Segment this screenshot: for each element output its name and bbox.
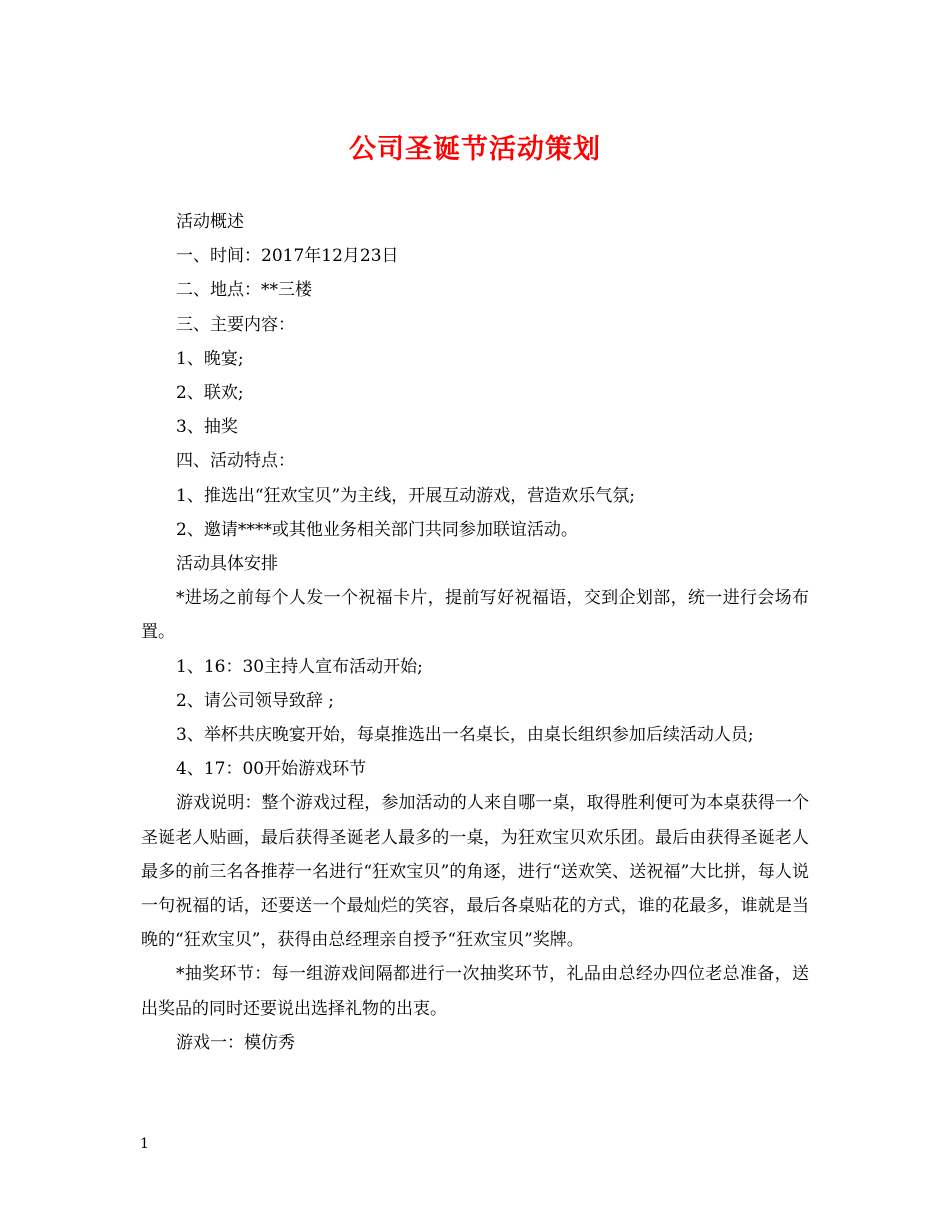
list-item-feature-2: 2、邀请****或其他业务相关部门共同参加联谊活动。 — [176, 519, 578, 540]
paragraph-main-content-heading: 三、主要内容： — [176, 314, 295, 335]
list-item-schedule-2: 2、请公司领导致辞 ; — [176, 690, 334, 711]
paragraph-features-heading: 四、活动特点： — [176, 451, 295, 472]
list-item-dinner: 1、晚宴; — [176, 348, 244, 369]
list-item-lottery: 3、抽奖 — [176, 417, 238, 438]
paragraph-lottery-note: *抽奖环节：每一组游戏间隔都进行一次抽奖环节，礼品由总经办四位老总准备，送出奖品的同时还要说出选择礼物的出衷。 — [141, 964, 809, 1019]
list-item-feature-1: 1、推选出“狂欢宝贝”为主线，开展互动游戏，营造欢乐气氛; — [176, 485, 635, 506]
page-number: 1 — [140, 1136, 149, 1152]
paragraph-time: 一、时间：2017年12月23日 — [176, 246, 399, 267]
list-item-schedule-1: 1、16：30主持人宣布活动开始; — [176, 656, 423, 677]
list-item-party: 2、联欢; — [176, 383, 244, 404]
paragraph-overview-heading: 活动概述 — [176, 212, 244, 232]
document-title: 公司圣诞节活动策划 — [349, 134, 601, 165]
list-item-schedule-3: 3、举杯共庆晚宴开始，每桌推选出一名桌长，由桌长组织参加后续活动人员; — [176, 725, 754, 746]
document-body — [141, 205, 809, 1060]
paragraph-game-description: 游戏说明：整个游戏过程，参加活动的人来自哪一桌，取得胜利便可为本桌获得一个圣诞老人贴画，最后获得圣诞老人最多的一桌，为狂欢宝贝欢乐团。最后由获得圣诞老人最多的前三名各推荐一名进行“狂欢宝贝”的角逐，进行“送欢笑、送祝福”大比拼，每人说一句祝福的话，还要送一个最灿烂的笑容，最后各桌贴花的方式，谁的花最多，谁就是当晚的“狂欢宝贝”，获得由总经理亲自授予“狂欢宝贝”奖牌。 — [141, 793, 809, 951]
paragraph-game-one: 游戏一：模仿秀 — [176, 1032, 295, 1053]
list-item-schedule-4: 4、17：00开始游戏环节 — [176, 759, 367, 780]
paragraph-card-note: *进场之前每个人发一个祝福卡片，提前写好祝福语，交到企划部，统一进行会场布置。 — [141, 588, 809, 643]
paragraph-location: 二、地点：**三楼 — [176, 280, 312, 301]
paragraph-schedule-heading: 活动具体安排 — [176, 554, 278, 575]
